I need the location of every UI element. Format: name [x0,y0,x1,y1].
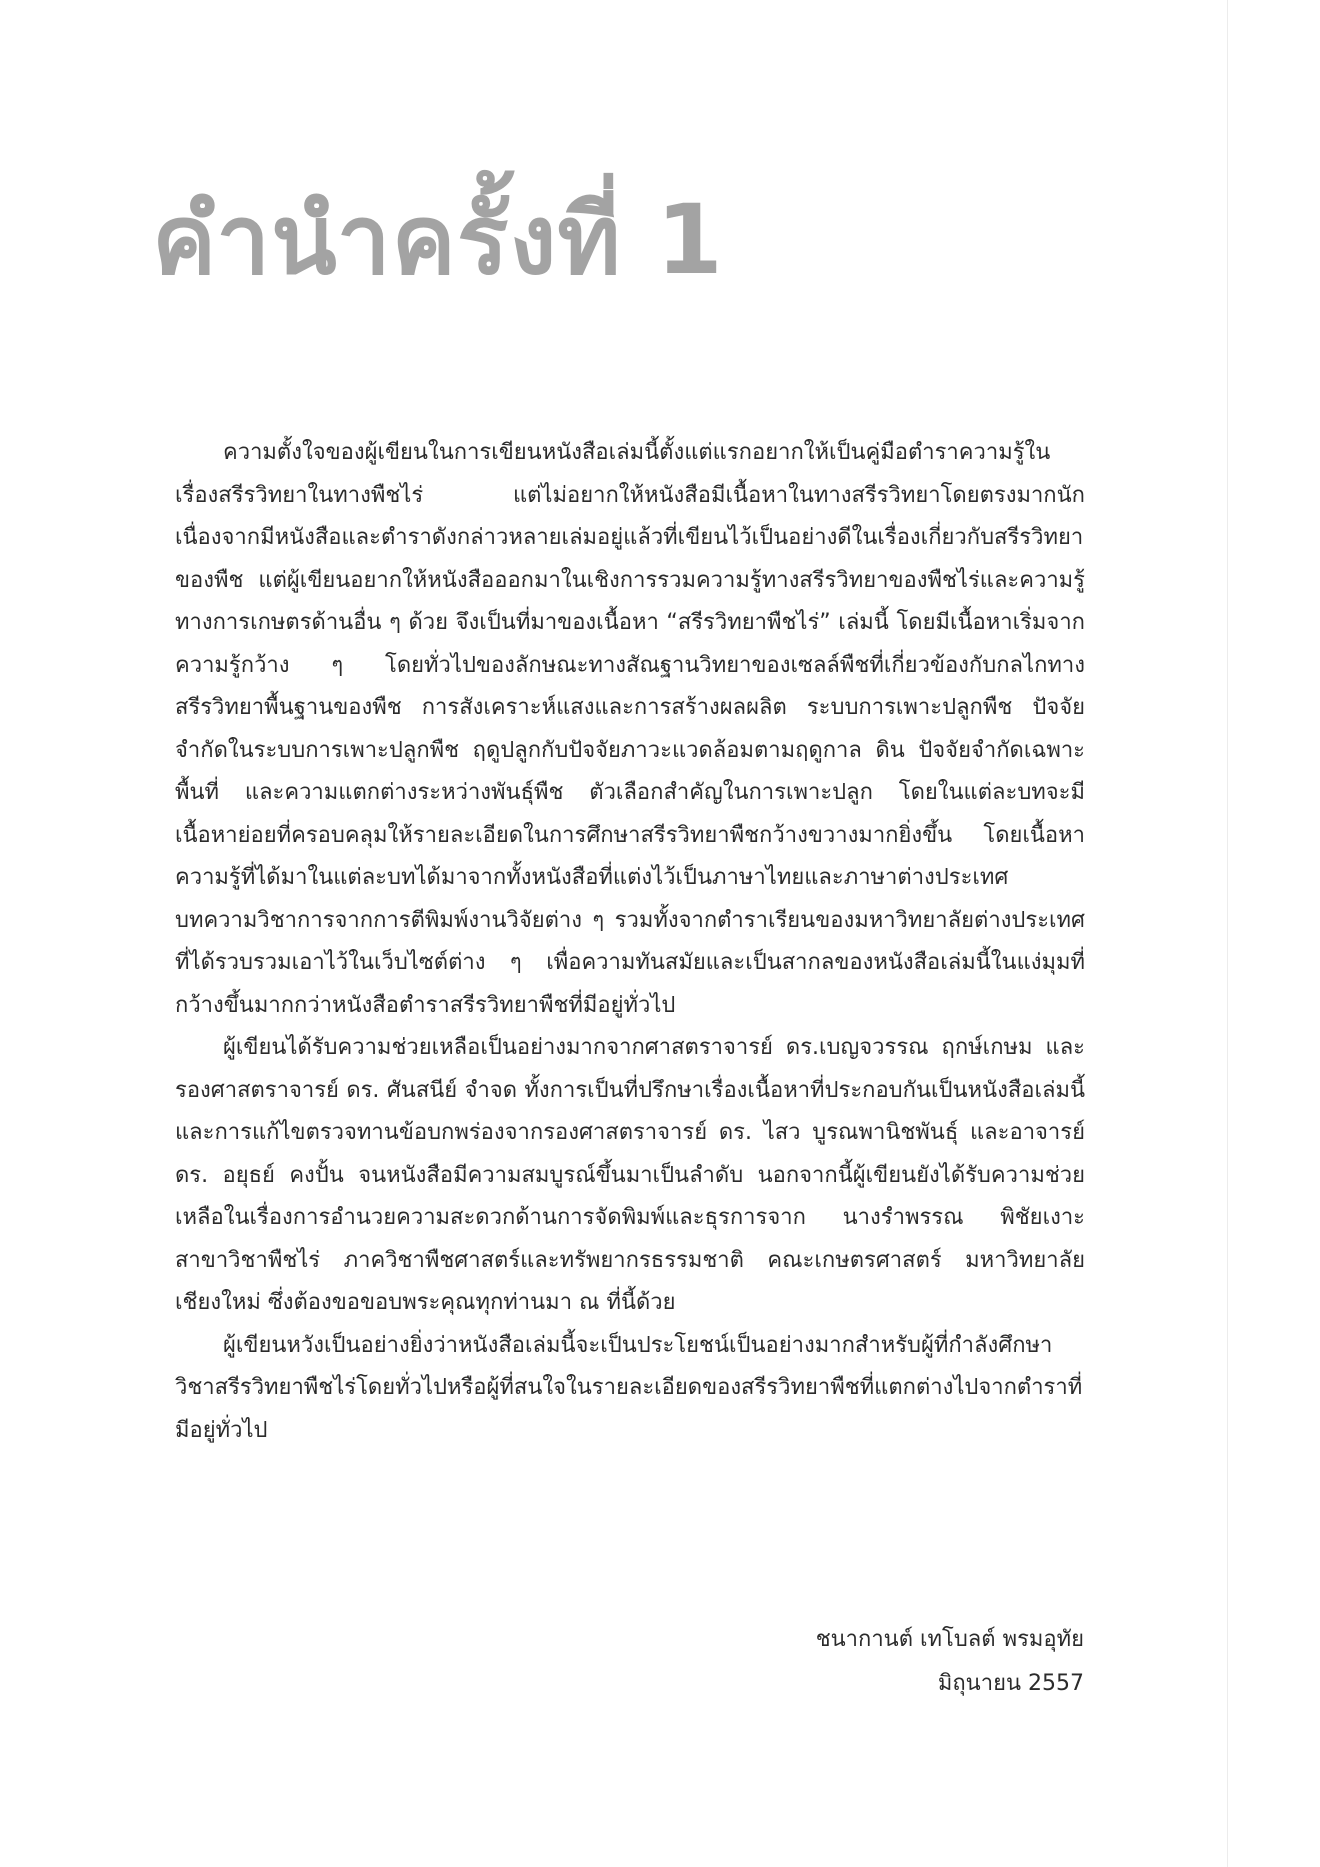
paragraph-3: ผู้เขียนหวังเป็นอย่างยิ่งว่าหนังสือเล่มนี้จะเป็นประโยชน์เป็นอย่างมากสำหรับผู้ที่กำลังศึกษาวิชาสรีรวิทยาพืชไร่โดยทั่วไปหรือผู้ที่สนใจในรายละเอียดของสรีรวิทยาพืชที่แตกต่างไปจากตำราที่มีอยู่ทั่วไป [175,1332,1083,1443]
page-edge-line [1227,0,1228,1867]
paragraph-1: ความตั้งใจของผู้เขียนในการเขียนหนังสือเล่มนี้ตั้งแต่แรกอยากให้เป็นคู่มือตำราความรู้ในเรื่องสรีรวิทยาในทางพืชไร่ แต่ไม่อยากให้หนังสือมีเนื้อหาในทางสรีรวิทยาโดยตรงมากนัก เนื่องจากมีหนังสือและตำราดังกล่าวหลายเล่มอยู่แล้วที่เขียนไว้เป็นอย่างดีในเรื่องเกี่ยวกับสรีรวิทยาของพืช แต่ผู้เขียนอยากให้หนังสือออกมาในเชิงการรวมความรู้ทางสรีรวิทยาของพืชไร่และความรู้ทางการเกษตรด้านอื่น ๆ ด้วย จึงเป็นที่มาของเนื้อหา “สรีรวิทยาพืชไร่” เล่มนี้ โดยมีเนื้อหาเริ่มจากความรู้กว้าง ๆ โดยทั่วไปของลักษณะทางสัณฐานวิทยาของเซลล์พืชที่เกี่ยวข้องกับกลไกทางสรีรวิทยาพื้นฐานของพืช การสังเคราะห์แสงและการสร้างผลผลิต ระบบการเพาะปลูกพืช ปัจจัยจำกัดในระบบการเพาะปลูกพืช ฤดูปลูกกับปัจจัยภาวะแวดล้อมตามฤดูกาล ดิน ปัจจัยจำกัดเฉพาะพื้นที่ และความแตกต่างระหว่างพันธุ์พืช ตัวเลือกสำคัญในการเพาะปลูก โดยในแต่ละบทจะมีเนื้อหาย่อยที่ครอบคลุมให้รายละเอียดในการศึกษาสรีรวิทยาพืชกว้างขวางมากยิ่งขึ้น โดยเนื้อหาความรู้ที่ได้มาในแต่ละบทได้มาจากทั้งหนังสือที่แต่งไว้เป็นภาษาไทยและภาษาต่างประเทศ บทความวิชาการจากการตีพิมพ์งานวิจัยต่าง ๆ รวมทั้งจากตำราเรียนของมหาวิทยาลัยต่างประเทศที่ได้รวบรวมเอาไว้ในเว็บไซต์ต่าง ๆ เพื่อความทันสมัยและเป็นสากลของหนังสือเล่มนี้ในแง่มุมที่กว้างขึ้นมากกว่าหนังสือตำราสรีรวิทยาพืชที่มีอยู่ทั่วไป [175,440,1085,1018]
author-name: ชนากานต์ เทโบลต์ พรมอุทัย [815,1627,1084,1652]
page-title: คำนำครั้งที่ 1 [152,184,724,296]
paragraph-2: ผู้เขียนได้รับความช่วยเหลือเป็นอย่างมากจากศาสตราจารย์ ดร.เบญจวรรณ ฤกษ์เกษม และ รองศาสตราจารย์ ดร. ศันสนีย์ จำจด ทั้งการเป็นที่ปรึกษาเรื่องเนื้อหาที่ประกอบกันเป็นหนังสือเล่มนี้และการแก้ไขตรวจทานข้อบกพร่องจากรองศาสตราจารย์ ดร. ไสว บูรณพานิชพันธุ์ และอาจารย์ ดร. อยุธย์ คงปั้น จนหนังสือมีความสมบูรณ์ขึ้นมาเป็นลำดับ นอกจากนี้ผู้เขียนยังได้รับความช่วยเหลือในเรื่องการอำนวยความสะดวกด้านการจัดพิมพ์และธุรการจาก นางรำพรรณ พิชัยเงาะ สาขาวิชาพืชไร่ ภาควิชาพืชศาสตร์และทรัพยากรธรรมชาติ คณะเกษตรศาสตร์ มหาวิทยาลัยเชียงใหม่ ซึ่งต้องขอขอบพระคุณทุกท่านมา ณ ที่นี้ด้วย [175,1035,1085,1315]
signature-date: มิถุนายน 2557 [937,1671,1084,1696]
body-text [175,432,1085,1452]
signature-block [600,1618,1084,1706]
